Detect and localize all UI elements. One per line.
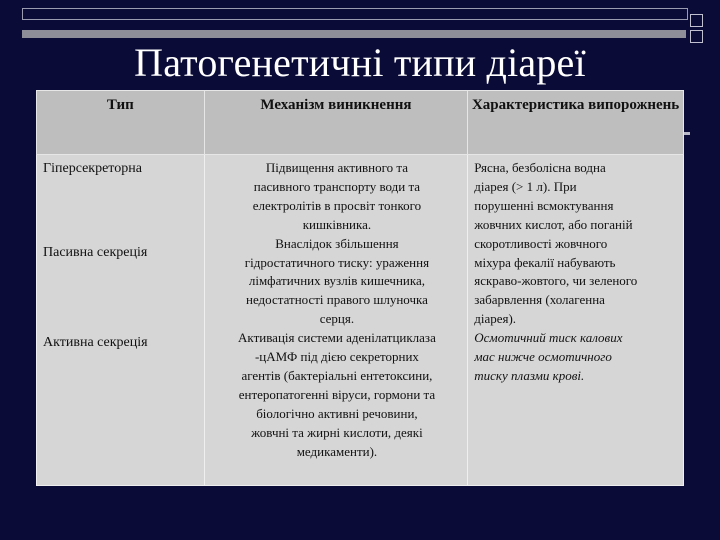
header-characteristic: Характеристика випорожнень xyxy=(468,91,684,155)
mechanism-line: електролітів в просвіт тонкого xyxy=(252,197,422,213)
characteristic-line: забарвлення (холагенна xyxy=(474,292,605,308)
type-passive: Пасивна секреція xyxy=(43,245,148,260)
mechanism-line: серця. xyxy=(319,311,355,327)
characteristic-italic-line: мас нижче осмотичного xyxy=(474,349,612,365)
characteristic-line: скоротливості жовчного xyxy=(474,235,608,251)
mechanism-line: Внаслідок збільшення xyxy=(275,235,399,251)
mechanism-cell xyxy=(204,155,468,486)
top-frame-bar xyxy=(22,8,688,20)
type-active: Активна секреція xyxy=(43,335,148,350)
mechanism-line: агентів (бактеріальні ентетоксини, xyxy=(241,367,433,383)
table-header-row xyxy=(37,91,684,155)
characteristic-line: діарея). xyxy=(474,311,517,327)
characteristic-cell xyxy=(468,155,684,486)
characteristic-line: діарея (> 1 л). При xyxy=(474,178,577,194)
top-grey-bar xyxy=(22,30,686,38)
mechanism-line: -цАМФ під дією секреторних xyxy=(254,349,419,365)
header-type: Тип xyxy=(37,91,205,155)
mechanism-line: ентеропатогенні віруси, гормони та xyxy=(238,386,436,402)
mechanism-line: кишківника. xyxy=(302,216,372,232)
mechanism-line: недостатності правого шлуночка xyxy=(245,292,428,308)
slide-title: Патогенетичні типи діареї xyxy=(134,40,586,85)
mechanism-line: лімфатичних вузлів кишечника, xyxy=(248,273,426,289)
diarrhea-types-table xyxy=(36,90,684,486)
mechanism-line: пасивного транспорту води та xyxy=(253,178,421,194)
header-mechanism: Механізм виникнення xyxy=(204,91,468,155)
characteristic-line: міхура фекалії набувають xyxy=(474,254,616,270)
mechanism-line: Підвищення активного та xyxy=(265,160,409,175)
mechanism-line: медикаменти). xyxy=(296,443,378,459)
characteristic-italic-line: тиску плазми крові. xyxy=(474,367,585,383)
characteristic-line: порушенні всмоктування xyxy=(474,197,614,213)
mechanism-line: Активація системи аденілатциклаза xyxy=(238,330,436,346)
characteristic-line: Рясна, безболісна водна xyxy=(474,160,606,175)
characteristic-italic-line: Осмотичний тиск калових xyxy=(474,330,623,346)
characteristic-line: жовчних кислот, або поганій xyxy=(474,216,633,232)
mechanism-line: біологічно активні речовини, xyxy=(256,405,418,421)
type-hypersecretory: Гіперсекреторна xyxy=(43,161,142,176)
corner-square-icon xyxy=(690,14,703,27)
characteristic-line: яскраво-жовтого, чи зеленого xyxy=(474,273,638,289)
type-cell xyxy=(37,155,205,486)
mechanism-line: жовчні та жирні кислоти, деякі xyxy=(251,424,423,440)
mechanism-line: гідростатичного тиску: ураження xyxy=(244,254,430,270)
table-row xyxy=(37,155,684,486)
